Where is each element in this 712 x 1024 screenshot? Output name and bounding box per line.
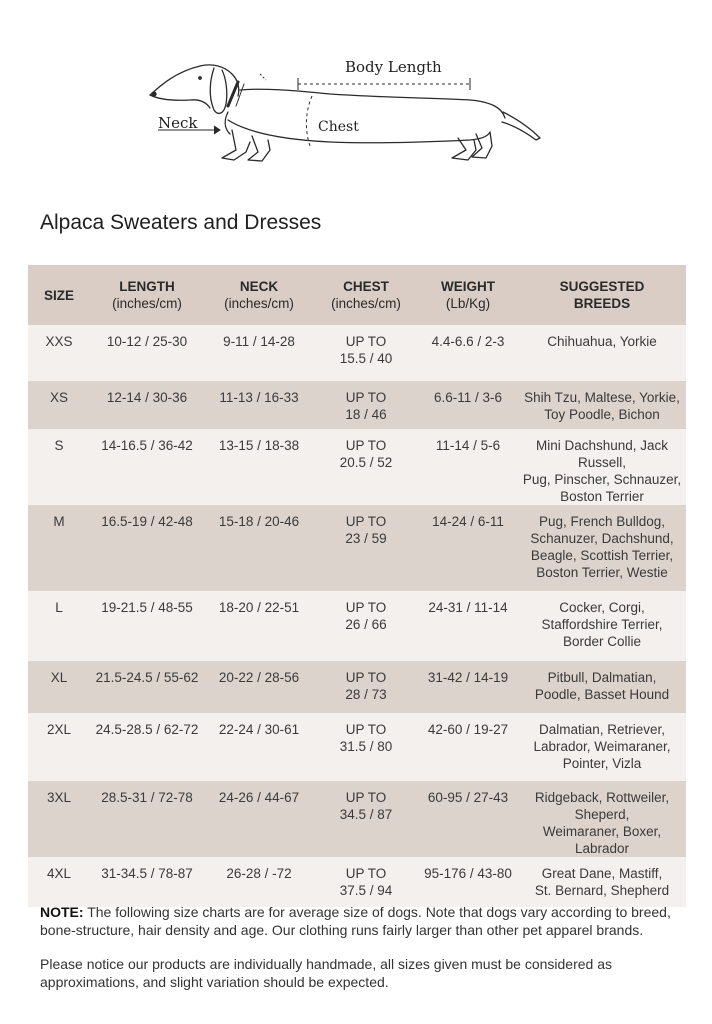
table-row bbox=[28, 661, 686, 713]
length-cell: 21.5-24.5 / 55-62 bbox=[90, 661, 204, 713]
neck-cell: 24-26 / 44-67 bbox=[204, 781, 314, 857]
chest-cell: UP TO 31.5 / 80 bbox=[314, 713, 418, 781]
table-header-row bbox=[28, 265, 686, 325]
neck-cell: 18-20 / 22-51 bbox=[204, 591, 314, 661]
note-label: NOTE: bbox=[40, 904, 84, 920]
length-cell: 24.5-28.5 / 62-72 bbox=[90, 713, 204, 781]
neck-cell: 11-13 / 16-33 bbox=[204, 381, 314, 429]
length-cell: 19-21.5 / 48-55 bbox=[90, 591, 204, 661]
length-cell: 10-12 / 25-30 bbox=[90, 325, 204, 381]
chest-cell: UP TO 28 / 73 bbox=[314, 661, 418, 713]
table-row bbox=[28, 505, 686, 591]
header-breeds: SUGGESTED BREEDS bbox=[518, 265, 686, 325]
note-paragraph bbox=[40, 903, 680, 939]
table-row bbox=[28, 781, 686, 857]
breeds-cell: Pitbull, Dalmatian, Poodle, Basset Hound bbox=[518, 661, 686, 713]
length-cell: 28.5-31 / 72-78 bbox=[90, 781, 204, 857]
size-cell: S bbox=[28, 429, 90, 505]
table-row bbox=[28, 381, 686, 429]
chest-cell: UP TO 15.5 / 40 bbox=[314, 325, 418, 381]
table-row bbox=[28, 591, 686, 661]
weight-cell: 42-60 / 19-27 bbox=[418, 713, 518, 781]
breeds-cell: Shih Tzu, Maltese, Yorkie, Toy Poodle, Bichon bbox=[518, 381, 686, 429]
header-length: LENGTH (inches/cm) bbox=[90, 265, 204, 325]
header-size: SIZE bbox=[28, 265, 90, 325]
size-cell: XS bbox=[28, 381, 90, 429]
body-length-label: Body Length bbox=[345, 58, 442, 76]
size-cell: 4XL bbox=[28, 857, 90, 907]
chest-cell: UP TO 18 / 46 bbox=[314, 381, 418, 429]
breeds-cell: Chihuahua, Yorkie bbox=[518, 325, 686, 381]
table-row bbox=[28, 857, 686, 907]
breeds-cell: Mini Dachshund, Jack Russell, Pug, Pinscher, Schnauzer, Boston Terrier bbox=[518, 429, 686, 505]
weight-cell: 60-95 / 27-43 bbox=[418, 781, 518, 857]
handmade-notice: Please notice our products are individually handmade, all sizes given must be considered as approximations, and slight variation should be expected. bbox=[40, 956, 612, 990]
table-row bbox=[28, 713, 686, 781]
neck-label: Neck bbox=[158, 114, 198, 132]
size-cell: M bbox=[28, 505, 90, 591]
header-neck: NECK (inches/cm) bbox=[204, 265, 314, 325]
measurement-guides bbox=[158, 74, 470, 146]
neck-cell: 13-15 / 18-38 bbox=[204, 429, 314, 505]
chest-cell: UP TO 23 / 59 bbox=[314, 505, 418, 591]
breeds-cell: Cocker, Corgi, Staffordshire Terrier, Border Collie bbox=[518, 591, 686, 661]
chest-cell: UP TO 26 / 66 bbox=[314, 591, 418, 661]
header-weight: WEIGHT (Lb/Kg) bbox=[418, 265, 518, 325]
chest-cell: UP TO 34.5 / 87 bbox=[314, 781, 418, 857]
breeds-cell: Great Dane, Mastiff, St. Bernard, Shepherd bbox=[518, 857, 686, 907]
chest-cell: UP TO 37.5 / 94 bbox=[314, 857, 418, 907]
note-text: The following size charts are for average size of dogs. Note that dogs vary according to breed, bone-structure, hair density and age. Our clothing runs fairly larger than other pet apparel brands. bbox=[40, 904, 671, 938]
table-row bbox=[28, 429, 686, 505]
weight-cell: 95-176 / 43-80 bbox=[418, 857, 518, 907]
weight-cell: 31-42 / 14-19 bbox=[418, 661, 518, 713]
neck-cell: 26-28 / -72 bbox=[204, 857, 314, 907]
length-cell: 16.5-19 / 42-48 bbox=[90, 505, 204, 591]
length-cell: 12-14 / 30-36 bbox=[90, 381, 204, 429]
size-cell: XXS bbox=[28, 325, 90, 381]
size-chart-table bbox=[28, 265, 686, 907]
chest-cell: UP TO 20.5 / 52 bbox=[314, 429, 418, 505]
table-row bbox=[28, 325, 686, 381]
breeds-cell: Pug, French Bulldog, Schanuzer, Dachshund, Beagle, Scottish Terrier, Boston Terrier, Westie bbox=[518, 505, 686, 591]
dachshund-illustration bbox=[150, 65, 540, 161]
page-title: Alpaca Sweaters and Dresses bbox=[40, 211, 322, 234]
neck-cell: 15-18 / 20-46 bbox=[204, 505, 314, 591]
header-chest: CHEST (inches/cm) bbox=[314, 265, 418, 325]
weight-cell: 11-14 / 5-6 bbox=[418, 429, 518, 505]
dog-measurement-diagram bbox=[0, 0, 712, 200]
breeds-cell: Ridgeback, Rottweiler, Sheperd, Weimaraner, Boxer, Labrador bbox=[518, 781, 686, 857]
size-cell: L bbox=[28, 591, 90, 661]
weight-cell: 14-24 / 6-11 bbox=[418, 505, 518, 591]
size-cell: 3XL bbox=[28, 781, 90, 857]
breeds-cell: Dalmatian, Retriever, Labrador, Weimaraner, Pointer, Vizla bbox=[518, 713, 686, 781]
weight-cell: 24-31 / 11-14 bbox=[418, 591, 518, 661]
neck-cell: 9-11 / 14-28 bbox=[204, 325, 314, 381]
length-cell: 14-16.5 / 36-42 bbox=[90, 429, 204, 505]
weight-cell: 6.6-11 / 3-6 bbox=[418, 381, 518, 429]
neck-cell: 20-22 / 28-56 bbox=[204, 661, 314, 713]
neck-cell: 22-24 / 30-61 bbox=[204, 713, 314, 781]
chest-label: Chest bbox=[318, 119, 359, 135]
size-cell: 2XL bbox=[28, 713, 90, 781]
length-cell: 31-34.5 / 78-87 bbox=[90, 857, 204, 907]
weight-cell: 4.4-6.6 / 2-3 bbox=[418, 325, 518, 381]
size-cell: XL bbox=[28, 661, 90, 713]
